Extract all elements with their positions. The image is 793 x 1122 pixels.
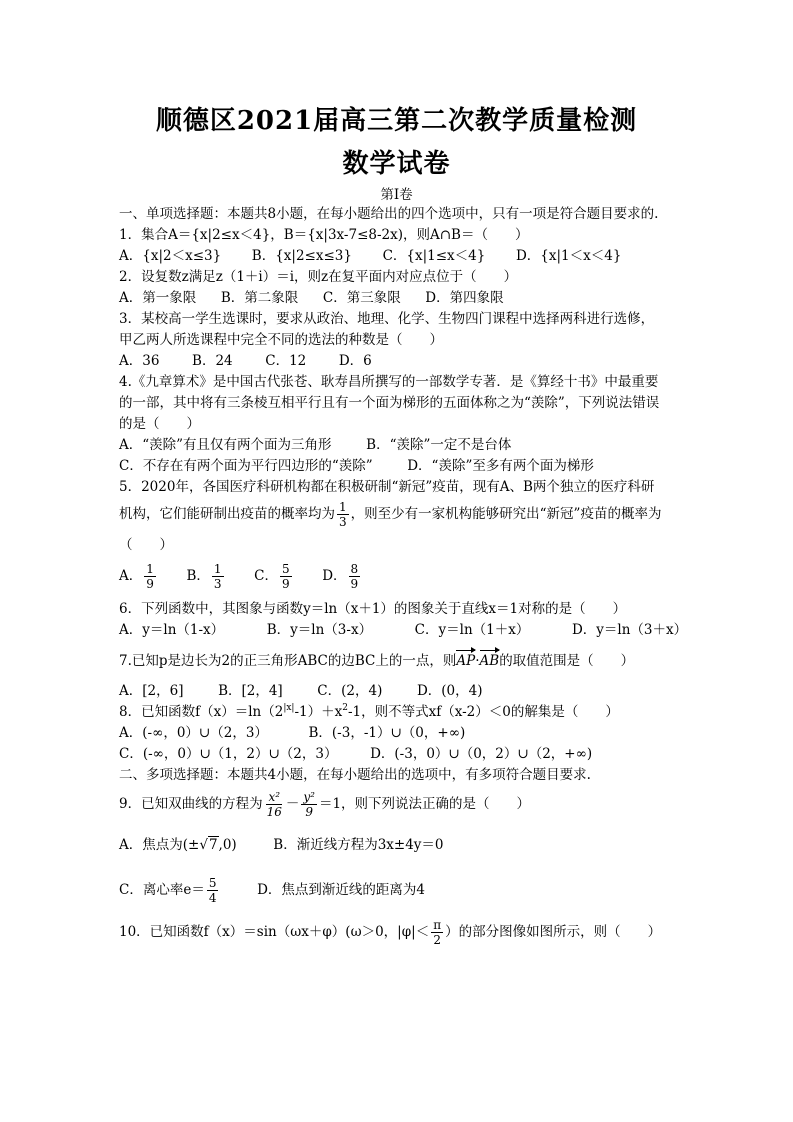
q1-option-a: A．{x|2＜x≤3} xyxy=(119,248,222,264)
q5-option-a-label: A． xyxy=(119,568,143,584)
q9-option-c-fraction: $\frac{5}{4}$ xyxy=(208,876,217,905)
q9-minus: － xyxy=(285,796,300,812)
q3-stem-line1: 3．某校高一学生选课时，要求从政治、地理、化学、生物四门课程中选择两科进行选修， xyxy=(119,311,655,327)
q8-stem xyxy=(119,703,619,721)
q9-fraction-y: $\frac{\text{y²}}{9}$ xyxy=(303,790,315,819)
q6-stem: 6．下列函数中，其图象与函数y＝ln（x＋1）的图象关于直线x＝1对称的是（ ） xyxy=(119,601,627,617)
q10-stem xyxy=(119,918,661,947)
q3-option-a: A．36 xyxy=(119,353,160,369)
q2-option-d: D．第四象限 xyxy=(425,290,504,306)
q8-option-d: D．(-3，0）∪（0，2）∪（2，+∞) xyxy=(370,746,593,762)
q4-options-row1 xyxy=(119,436,511,454)
q1-option-c: C．{x|1≤x＜4} xyxy=(382,248,486,264)
q5-stem-line2-end: ，则至少有一家机构能够研究出“新冠”疫苗的概率为 xyxy=(350,506,662,522)
q1-options xyxy=(119,247,621,265)
exam-title: 顺德区2021届高三第二次教学质量检测 xyxy=(155,106,638,136)
q9-stem-end: ＝1，则下列说法正确的是（ ） xyxy=(318,796,531,812)
q8-options-row2 xyxy=(119,745,592,763)
q5-option-d-fraction: $\frac{8}{9}$ xyxy=(350,562,359,591)
q8-option-c: C．(-∞，0）∪（1，2）∪（2，3） xyxy=(119,746,338,762)
q7-vector-ab: AB xyxy=(479,653,500,669)
q5-stem-line1: 5．2020年，各国医疗科研机构都在积极研制“新冠”疫苗，现有A、B两个独立的医疗科研 xyxy=(119,479,655,495)
q6-options xyxy=(119,621,687,639)
volume-label: 第Ⅰ卷 xyxy=(380,187,413,203)
section-2-header: 二、多项选择题：本题共4小题，在每小题给出的选项中，有多项符合题目要求. xyxy=(119,767,591,783)
q6-option-c: C．y＝ln（1＋x） xyxy=(414,622,530,638)
q9-fraction-x: $\frac{\text{x²}}{16}$ xyxy=(266,790,282,819)
q9-stem-start: 9．已知双曲线的方程为 xyxy=(119,796,263,812)
q6-option-d: D．y＝ln（3＋x） xyxy=(571,622,688,638)
q4-option-a: A．“羡除”有且仅有两个面为三角形 xyxy=(119,437,332,453)
q4-options-row2 xyxy=(119,457,594,475)
q7-option-d: D．(0，4) xyxy=(416,683,483,699)
q9-option-a-end: ,0) xyxy=(218,837,237,853)
q1-option-d: D．{x|1＜x＜4} xyxy=(515,248,622,264)
q3-option-c: C．12 xyxy=(265,353,307,369)
sqrt-icon: √ xyxy=(199,837,208,853)
q5-probability-fraction: $\frac{1}{3}$ xyxy=(339,500,347,529)
q4-stem-line1: 4.《九章算术》是中国古代张苍、耿寿昌所撰写的一部数学专著．是《算经十书》中最重要 xyxy=(119,374,659,390)
q8-options-row1 xyxy=(119,724,465,742)
section-1-header: 一、单项选择题：本题共8小题，在每小题给出的四个选项中，只有一项是符合题目要求的. xyxy=(119,206,659,222)
q9-option-a-root: 7 xyxy=(208,837,218,853)
q5-answer-paren: （ ） xyxy=(119,537,173,553)
q8-stem-middle: -1）＋x xyxy=(294,704,343,720)
q8-option-a: A．(-∞，0）∪（2，3） xyxy=(119,725,268,741)
q7-vector-ap: AP xyxy=(456,653,476,669)
q5-option-d-label: D． xyxy=(322,568,347,584)
q5-stem-line2-start: 机构，它们能研制出疫苗的概率均为 xyxy=(119,506,335,522)
q2-option-b: B．第二象限 xyxy=(220,290,299,306)
q5-option-b-fraction: $\frac{1}{3}$ xyxy=(213,562,222,591)
q5-option-a-fraction: $\frac{1}{9}$ xyxy=(146,562,154,591)
q7-stem-start: 7.已知p是边长为2的正三角形ABC的边BC上的一点，则 xyxy=(119,653,457,669)
q4-option-c: C．不存在有两个面为平行四边形的“羡除” xyxy=(119,458,373,474)
q9-option-a-start: A．焦点为(± xyxy=(119,837,200,853)
q8-option-b: B．(-3，-1）∪（0，+∞) xyxy=(308,725,466,741)
q4-option-b: B．“羡除”一定不是台体 xyxy=(366,437,512,453)
q7-option-c: C．(2，4) xyxy=(317,683,383,699)
q7-option-b: B．[2，4] xyxy=(218,683,283,699)
q6-option-a: A．y＝ln（1-x） xyxy=(119,622,225,638)
q3-options xyxy=(119,352,372,370)
q5-option-b-label: B． xyxy=(186,568,210,584)
q8-stem-end: -1，则不等式xf（x-2）＜0的解集是（ ） xyxy=(347,704,619,720)
q9-option-c-start: C．离心率e＝ xyxy=(119,882,205,898)
q4-option-d: D．“羡除”至多有两个面为梯形 xyxy=(407,458,594,474)
q3-option-b: B．24 xyxy=(192,353,233,369)
q2-stem: 2．设复数z满足z（1＋i）＝i，则z在复平面内对应点位于（ ） xyxy=(119,269,518,285)
q5-stem-line2 xyxy=(119,500,661,529)
q2-option-a: A．第一象限 xyxy=(119,290,197,306)
q7-options xyxy=(119,682,482,700)
q9-options-row2 xyxy=(119,876,425,905)
q2-options xyxy=(119,289,504,307)
q9-stem xyxy=(119,790,530,819)
q9-options-row1 xyxy=(119,836,444,854)
q10-stem-start: 10．已知函数f（x）＝sin（ωx＋φ）(ω＞0，|φ|＜ xyxy=(119,924,430,940)
q1-option-b: B．{x|2≤x≤3} xyxy=(251,248,352,264)
q7-stem-end: 的取值范围是（ ） xyxy=(499,653,635,669)
q2-option-c: C．第三象限 xyxy=(322,290,401,306)
q8-exponent-2: 2 xyxy=(342,703,348,713)
exam-subject: 数学试卷 xyxy=(342,149,451,179)
q8-exponent-abs-x: |x| xyxy=(283,703,295,713)
q5-options xyxy=(119,562,362,591)
q7-option-a: A．[2，6] xyxy=(119,683,184,699)
q4-stem-line2: 的一部，其中将有三条棱互相平行且有一个面为梯形的五面体称之为“羡除”，下列说法错误 xyxy=(119,395,660,411)
q10-stem-end: ）的部分图像如图所示，则（ ） xyxy=(445,924,662,940)
q9-option-d: D．焦点到渐近线的距离为4 xyxy=(257,882,425,898)
q7-stem xyxy=(119,652,634,670)
q10-pi-fraction: $\frac{\pi}{2}$ xyxy=(433,918,442,947)
q3-option-d: D．6 xyxy=(338,353,372,369)
q9-option-b: B．渐近线方程为3x±4y＝0 xyxy=(273,837,444,853)
q1-stem: 1．集合A＝{x|2≤x＜4}，B＝{x|3x-7≤8-2x)，则A∩B＝（ ） xyxy=(119,227,529,243)
q8-stem-start: 8．已知函数f（x）＝ln（2 xyxy=(119,704,284,720)
q6-option-b: B．y＝ln（3-x） xyxy=(266,622,373,638)
q3-stem-line2: 甲乙两人所选课程中完全不同的选法的种数是（ ） xyxy=(119,332,443,348)
q5-option-c-label: C． xyxy=(254,568,278,584)
q4-stem-line3: 的是（ ） xyxy=(119,416,200,432)
q7-dot-operator: · xyxy=(475,653,480,669)
q5-option-c-fraction: $\frac{5}{9}$ xyxy=(281,562,290,591)
